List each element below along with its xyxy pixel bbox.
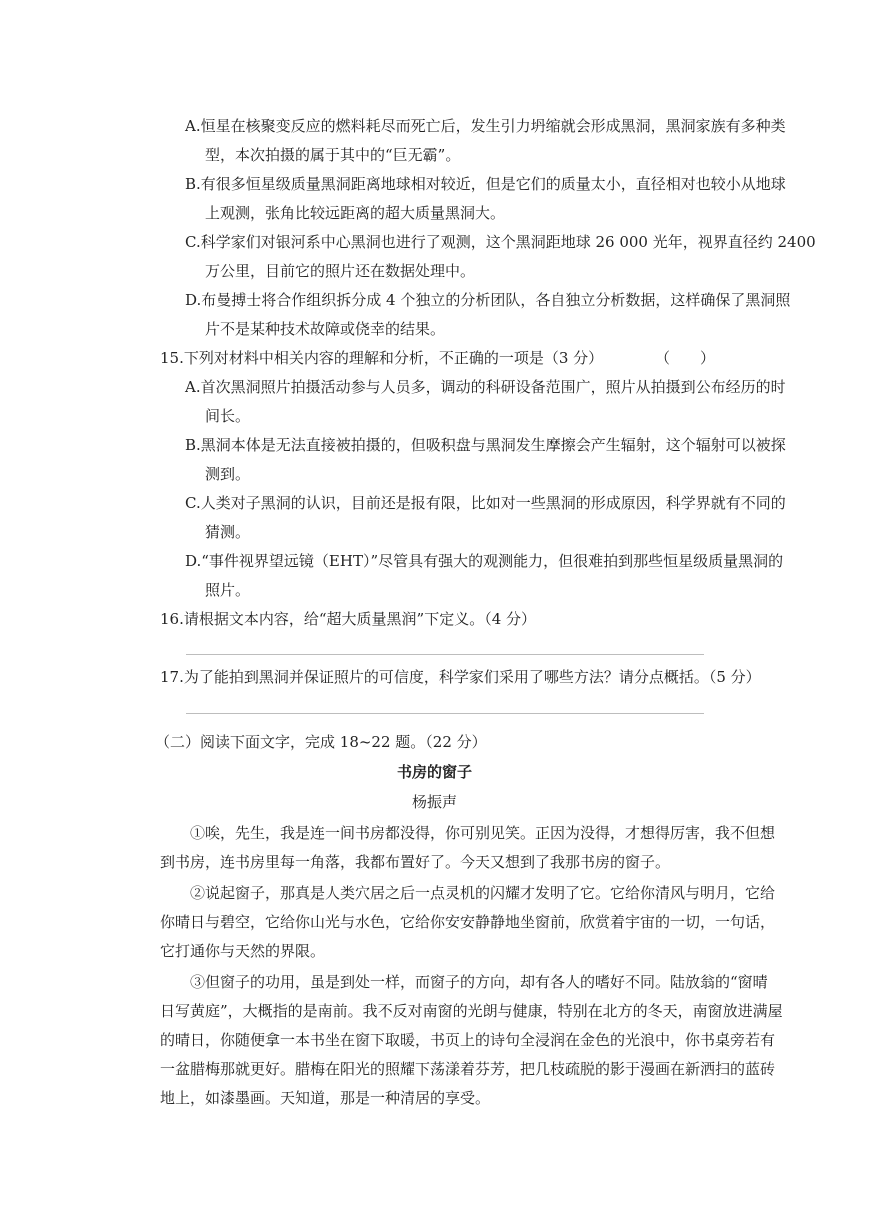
q14-option-d-line2: 片不是某种技术故障或侥幸的结果。 [205,320,446,338]
paragraph-2-line1: ②说起窗子，那真是人类穴居之后一点灵机的闪耀才发明了它。它给你清风与明月，它给 [190,884,776,902]
paragraph-1-line1: ①唉，先生，我是连一间书房都没得，你可别见笑。正因为没得，才想得厉害，我不但想 [190,824,776,842]
article-title: 书房的窗子 [396,763,472,781]
paragraph-3-line4: 一盆腊梅那就更好。腊梅在阳光的照耀下荡漾着芬芳，把几枝疏脱的影于漫画在新洒扫的蓝砖 [160,1060,776,1078]
q15-option-c-line1: C.人类对子黑洞的认识，目前还是报有限，比如对一些黑洞的形成原因，科学界就有不同的 [185,494,786,512]
q15-option-c-line2: 猜测。 [205,523,251,541]
paragraph-2-line3: 它打通你与天然的界限。 [160,942,326,960]
q14-option-d-line1: D.布曼搏士将合作组织拆分成 4 个独立的分析团队，各自独立分析数据，这样确保了黑洞照 [185,291,791,309]
q14-option-c-line1: C.科学家们对银河系中心黑洞也进行了观测，这个黑洞距地球 26 000 光年，视界直径约 2400 [185,233,816,251]
article-author: 杨振声 [411,793,457,811]
paragraph-2-line2: 你晴日与碧空，它给你山光与水色，它给你安安静静地坐窗前，欣赏着宇宙的一切，一句话， [160,913,776,931]
q15-option-a-line1: A.首次黑洞照片拍摄活动参与人员多，调动的科研设备范围广，照片从拍摄到公布经历的时 [185,378,786,396]
q15-option-d-line1: D.“事件视界望远镜（EHT）”尽管具有强大的观测能力，但很难拍到那些恒星级质量黑洞的 [185,552,784,570]
paragraph-3-line2: 日写黄庭”，大概指的是南前。我不反对南窗的光朗与健康，特别在北方的冬天，南窗放进满屋 [160,1002,783,1020]
q14-option-c-line2: 万公里，目前它的照片还在数据处理中。 [205,262,476,280]
paragraph-3-line3: 的晴日，你随便拿一本书坐在窗下取暖，书页上的诗句全浸润在金色的光浪中，你书桌旁若有 [160,1031,776,1049]
q14-option-a-line2: 型，本次拍摄的属于其中的“巨无霸”。 [205,146,461,164]
q14-option-b-line1: B.有很多恒星级质量黑洞距离地球相对较近，但是它们的质量太小，直径相对也较小从地球 [185,175,786,193]
q15-option-b-line2: 测到。 [205,465,251,483]
paragraph-3-line1: ③但窗子的功用，虽是到处一样，而窗子的方向，却有各人的嗜好不同。陆放翁的“窗晴 [190,973,768,991]
q14-option-b-line2: 上观测，张角比较远距离的超大质量黑洞大。 [205,204,506,222]
q16-prompt: 16.请根据文本内容，给“超大质量黑润”下定义。（4 分） [160,610,537,628]
q17-prompt: 17.为了能拍到黑洞并保证照片的可信度，科学家们采用了哪些方法？请分点概括。（5 分） [160,668,761,686]
section-2-heading: （二）阅读下面文字，完成 18~22 题。（22 分） [155,733,487,751]
q15-option-a-line2: 间长。 [205,407,251,425]
q17-answer-line[interactable] [186,713,704,714]
paragraph-1-line2: 到书房，连书房里每一角落，我都布置好了。今天又想到了我那书房的窗子。 [160,853,671,871]
q16-answer-line[interactable] [186,654,704,655]
q14-option-a-line1: A.恒星在核聚变反应的燃料耗尽而死亡后，发生引力坍缩就会形成黑洞，黑洞家族有多种类 [185,117,786,135]
q15-option-d-line2: 照片。 [205,581,251,599]
q15-option-b-line1: B.黑洞本体是无法直接被拍摄的，但吸积盘与黑洞发生摩擦会产生辐射，这个辐射可以被探 [185,436,786,454]
q15-answer-paren: （ ） [655,349,716,367]
paragraph-3-line5: 地上，如漆墨画。天知道，那是一种清居的享受。 [160,1089,491,1107]
q15-stem: 15.下列对材料中相关内容的理解和分析，不正确的一项是（3 分） [160,349,604,367]
